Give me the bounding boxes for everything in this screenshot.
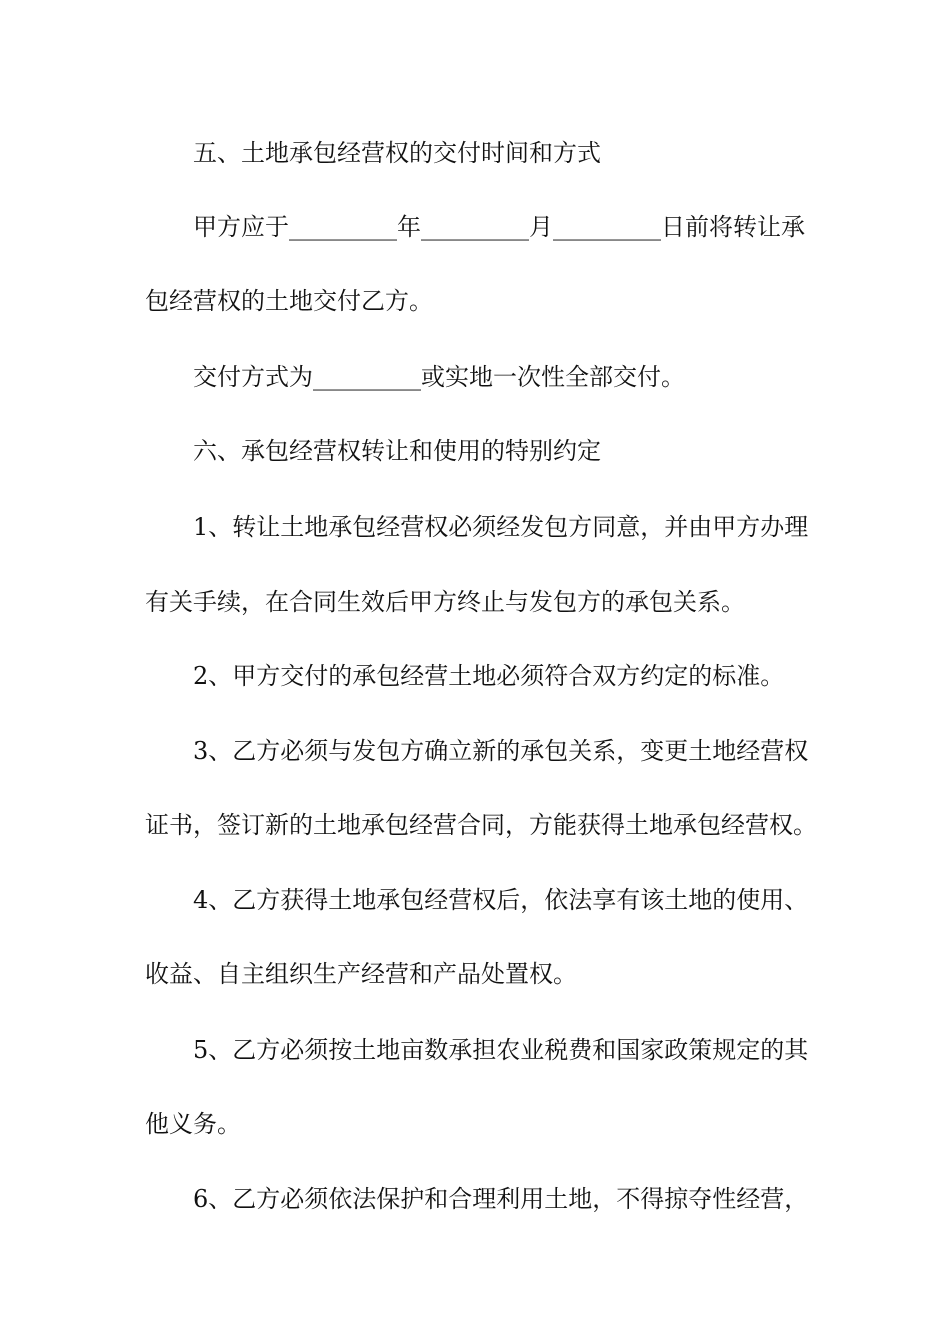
text-line: 1、转让土地承包经营权必须经发包方同意，并由甲方办理 xyxy=(193,513,809,541)
text-line: 6、乙方必须依法保护和合理利用土地，不得掠夺性经营， xyxy=(193,1185,809,1213)
text-line: 3、乙方必须与发包方确立新的承包关系，变更土地经营权 xyxy=(193,737,809,765)
text-line: 有关手续，在合同生效后甲方终止与发包方的承包关系。 xyxy=(145,588,745,616)
text-line: 4、乙方获得土地承包经营权后，依法享有该土地的使用、 xyxy=(193,886,809,914)
text-line: 5、乙方必须按土地亩数承担农业税费和国家政策规定的其 xyxy=(193,1036,809,1064)
text-line: 甲方应于_________年_________月_________日前将转让承 xyxy=(193,213,805,241)
text-line: 证书，签订新的土地承包经营合同，方能获得土地承包经营权。 xyxy=(145,811,817,839)
text-line: 2、甲方交付的承包经营土地必须符合双方约定的标准。 xyxy=(193,662,785,690)
text-line: 包经营权的土地交付乙方。 xyxy=(145,287,433,315)
text-line: 他义务。 xyxy=(145,1110,241,1138)
text-line: 交付方式为_________或实地一次性全部交付。 xyxy=(193,363,685,391)
text-line: 收益、自主组织生产经营和产品处置权。 xyxy=(145,960,577,988)
text-line: 六、承包经营权转让和使用的特别约定 xyxy=(193,437,601,465)
text-line: 五、土地承包经营权的交付时间和方式 xyxy=(193,139,601,167)
